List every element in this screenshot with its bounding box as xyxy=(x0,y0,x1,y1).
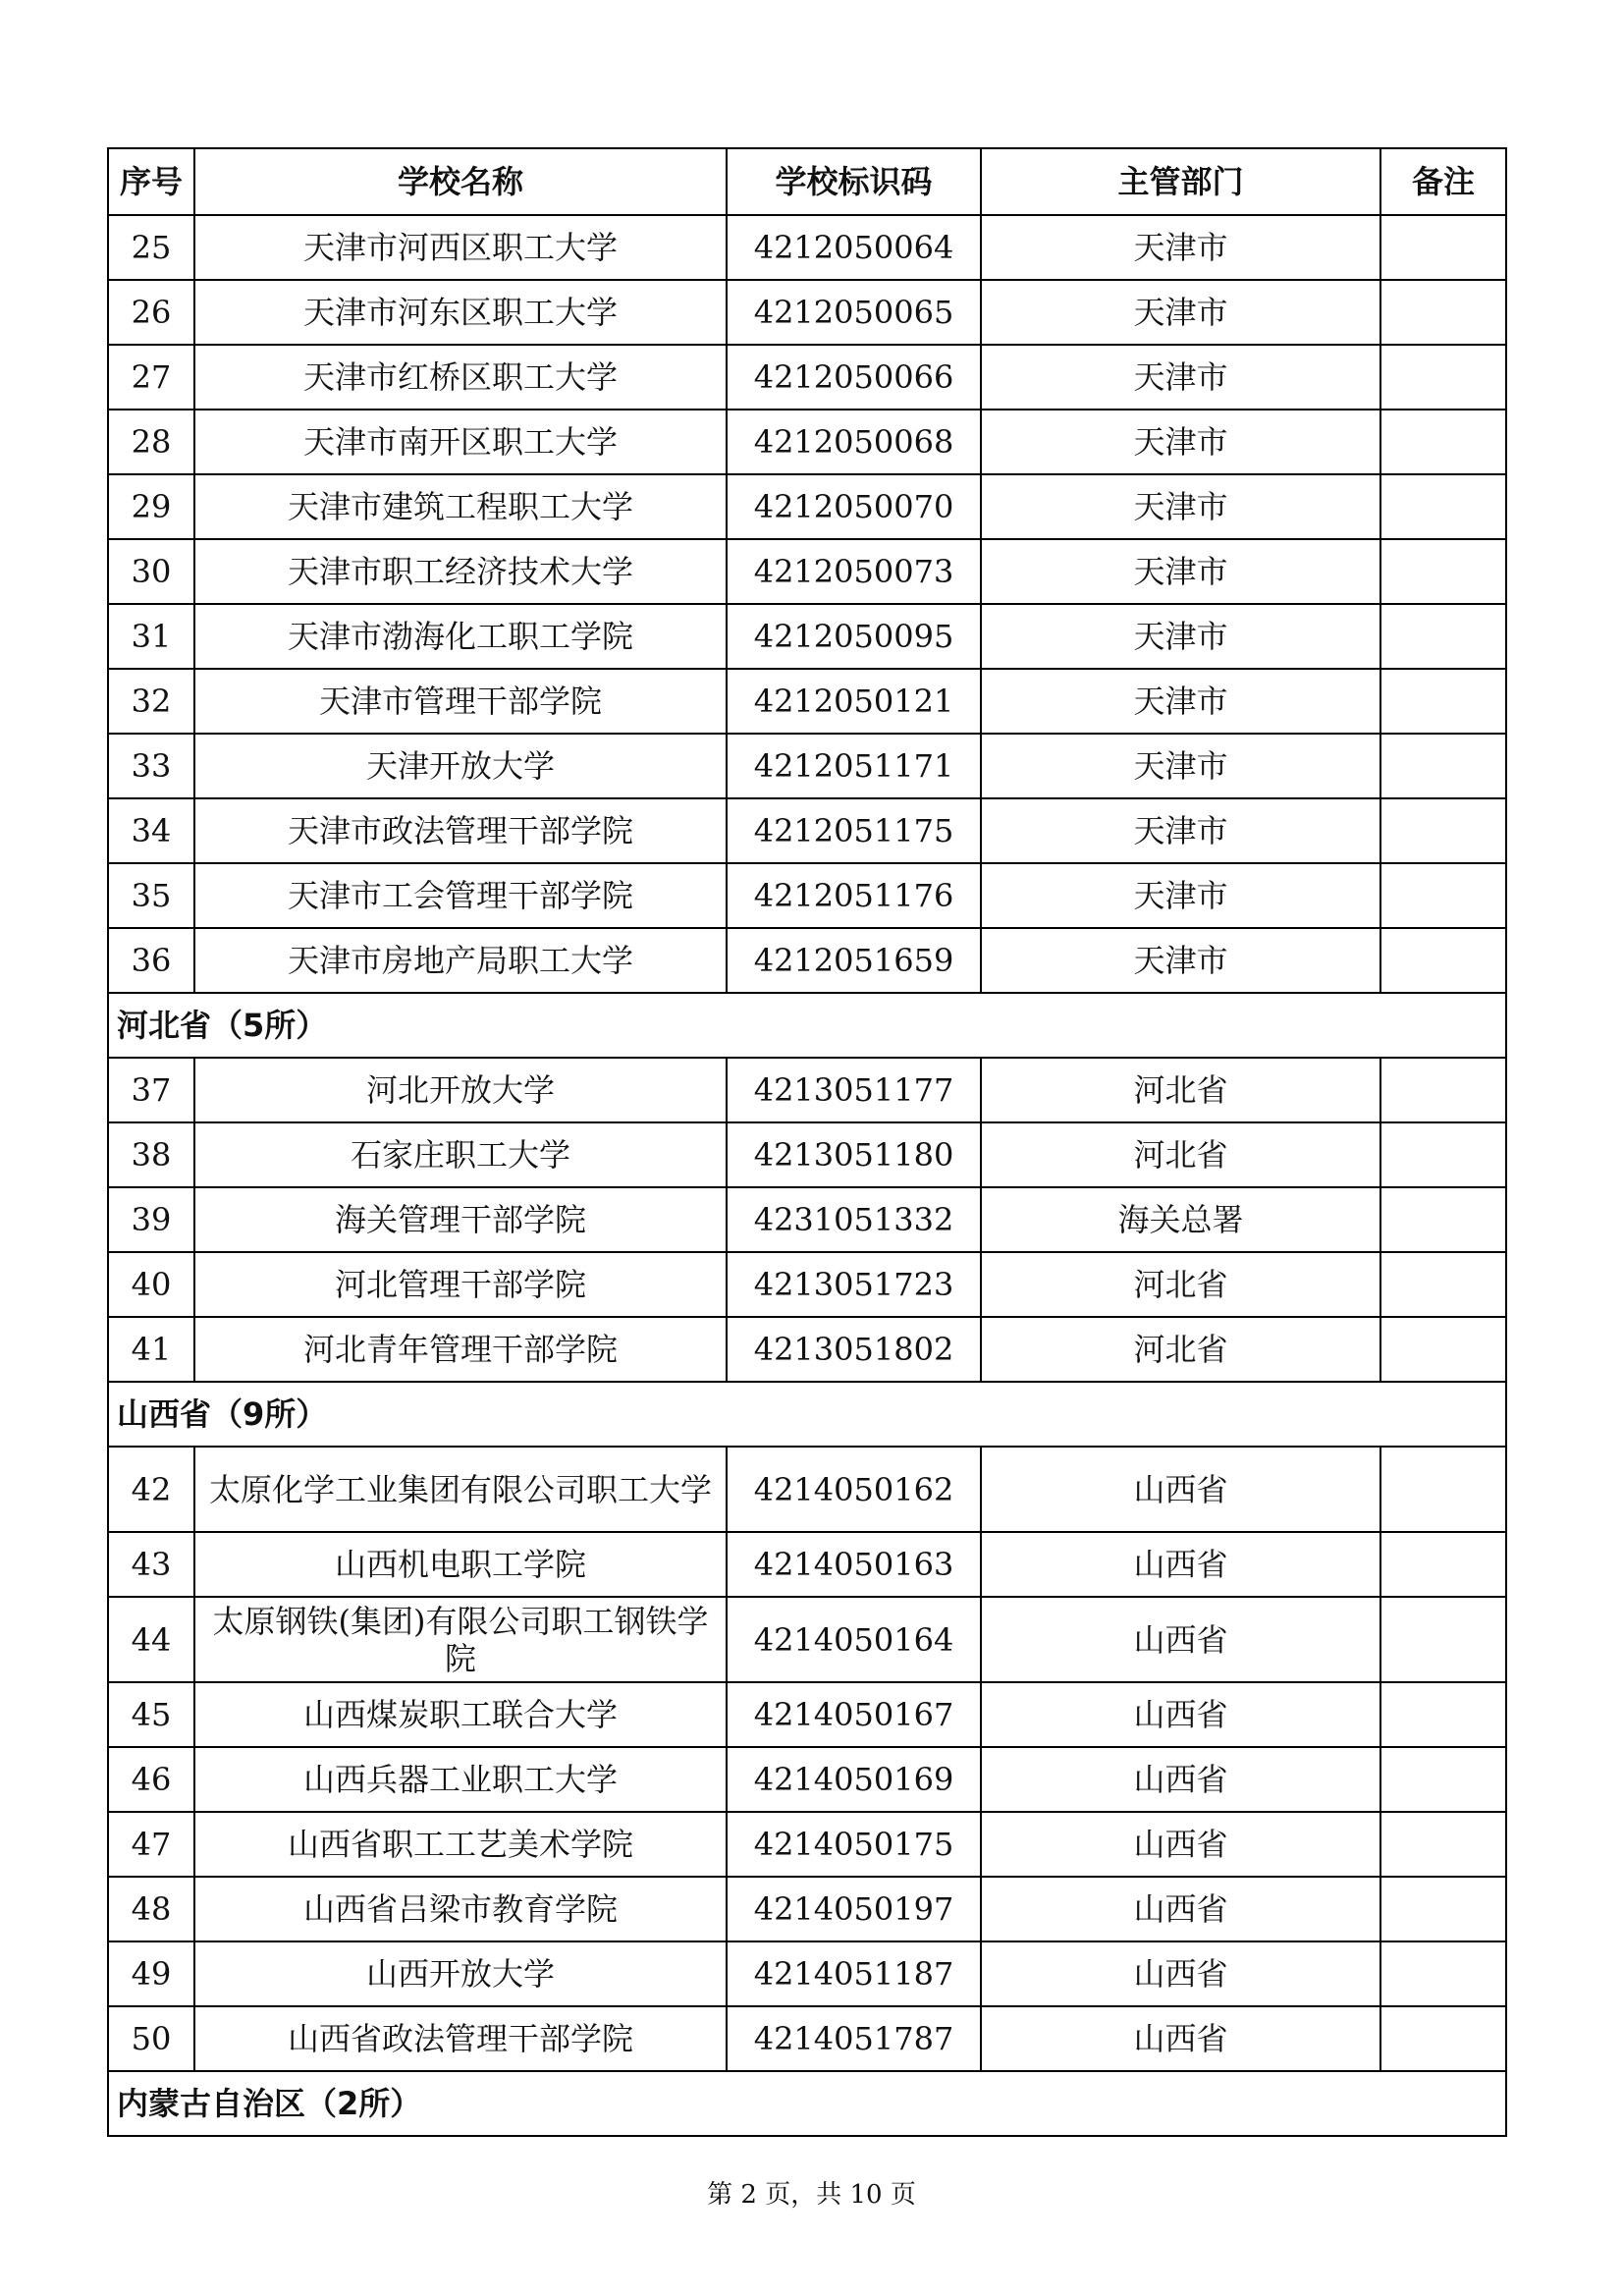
cell-code: 4212050066 xyxy=(727,345,981,410)
cell-name: 天津市职工经济技术大学 xyxy=(194,539,727,604)
cell-seq: 32 xyxy=(108,669,194,734)
cell-note xyxy=(1380,1187,1506,1252)
cell-note xyxy=(1380,474,1506,539)
cell-code: 4214050164 xyxy=(727,1597,981,1682)
cell-seq: 46 xyxy=(108,1747,194,1812)
cell-dept: 天津市 xyxy=(981,798,1380,863)
cell-dept: 天津市 xyxy=(981,928,1380,993)
cell-name: 河北青年管理干部学院 xyxy=(194,1317,727,1382)
cell-dept: 山西省 xyxy=(981,2006,1380,2071)
cell-code: 4212050073 xyxy=(727,539,981,604)
cell-seq: 28 xyxy=(108,410,194,474)
cell-seq: 38 xyxy=(108,1122,194,1187)
table-row xyxy=(108,280,1506,345)
cell-name: 天津市管理干部学院 xyxy=(194,669,727,734)
table-row xyxy=(108,1058,1506,1122)
cell-name: 天津市河东区职工大学 xyxy=(194,280,727,345)
section-neimenggu: 内蒙古自治区（2所） xyxy=(108,2071,1506,2136)
cell-note xyxy=(1380,1597,1506,1682)
table-row xyxy=(108,474,1506,539)
cell-seq: 50 xyxy=(108,2006,194,2071)
cell-dept: 山西省 xyxy=(981,1877,1380,1941)
cell-name: 山西省吕梁市教育学院 xyxy=(194,1877,727,1941)
cell-dept: 山西省 xyxy=(981,1812,1380,1877)
cell-name: 天津市河西区职工大学 xyxy=(194,215,727,280)
cell-dept: 天津市 xyxy=(981,669,1380,734)
table-row xyxy=(108,1317,1506,1382)
cell-code: 4212050068 xyxy=(727,410,981,474)
cell-dept: 天津市 xyxy=(981,345,1380,410)
header-note: 备注 xyxy=(1380,148,1506,215)
cell-code: 4214051187 xyxy=(727,1941,981,2006)
cell-note xyxy=(1380,1317,1506,1382)
cell-seq: 35 xyxy=(108,863,194,928)
cell-seq: 42 xyxy=(108,1447,194,1532)
cell-dept: 山西省 xyxy=(981,1941,1380,2006)
cell-dept: 天津市 xyxy=(981,604,1380,669)
cell-code: 4231051332 xyxy=(727,1187,981,1252)
cell-dept: 河北省 xyxy=(981,1058,1380,1122)
cell-seq: 29 xyxy=(108,474,194,539)
cell-name: 山西开放大学 xyxy=(194,1941,727,2006)
cell-name: 天津开放大学 xyxy=(194,734,727,798)
cell-note xyxy=(1380,345,1506,410)
cell-code: 4214050169 xyxy=(727,1747,981,1812)
cell-note xyxy=(1380,734,1506,798)
cell-dept: 天津市 xyxy=(981,280,1380,345)
cell-note xyxy=(1380,928,1506,993)
cell-seq: 39 xyxy=(108,1187,194,1252)
school-table xyxy=(107,147,1507,2137)
cell-dept: 天津市 xyxy=(981,215,1380,280)
cell-seq: 26 xyxy=(108,280,194,345)
page-footer: 第 2 页，共 10 页 xyxy=(707,2180,916,2210)
table-row xyxy=(108,1941,1506,2006)
cell-name: 天津市建筑工程职工大学 xyxy=(194,474,727,539)
cell-code: 4212050070 xyxy=(727,474,981,539)
section-row xyxy=(108,993,1506,1058)
cell-seq: 33 xyxy=(108,734,194,798)
cell-note xyxy=(1380,863,1506,928)
cell-seq: 49 xyxy=(108,1941,194,2006)
cell-seq: 43 xyxy=(108,1532,194,1597)
header-code: 学校标识码 xyxy=(727,148,981,215)
cell-name: 太原钢铁(集团)有限公司职工钢铁学院 xyxy=(194,1597,727,1682)
cell-dept: 天津市 xyxy=(981,410,1380,474)
table-row xyxy=(108,1532,1506,1597)
table-row xyxy=(108,345,1506,410)
cell-seq: 48 xyxy=(108,1877,194,1941)
cell-code: 4214050175 xyxy=(727,1812,981,1877)
table-row xyxy=(108,798,1506,863)
cell-name: 天津市渤海化工职工学院 xyxy=(194,604,727,669)
cell-dept: 天津市 xyxy=(981,863,1380,928)
cell-note xyxy=(1380,669,1506,734)
table-row xyxy=(108,1747,1506,1812)
cell-note xyxy=(1380,798,1506,863)
cell-note xyxy=(1380,410,1506,474)
table-row xyxy=(108,669,1506,734)
table-row xyxy=(108,1597,1506,1682)
cell-name: 河北管理干部学院 xyxy=(194,1252,727,1317)
cell-seq: 27 xyxy=(108,345,194,410)
cell-name: 天津市工会管理干部学院 xyxy=(194,863,727,928)
cell-seq: 41 xyxy=(108,1317,194,1382)
table-row xyxy=(108,215,1506,280)
table-row xyxy=(108,539,1506,604)
cell-name: 石家庄职工大学 xyxy=(194,1122,727,1187)
cell-note xyxy=(1380,1812,1506,1877)
section-hebei: 河北省（5所） xyxy=(108,993,1506,1058)
cell-name: 山西兵器工业职工大学 xyxy=(194,1747,727,1812)
table-row xyxy=(108,1187,1506,1252)
section-shanxi: 山西省（9所） xyxy=(108,1382,1506,1447)
table-row xyxy=(108,734,1506,798)
table-row xyxy=(108,928,1506,993)
cell-code: 4212050095 xyxy=(727,604,981,669)
cell-name: 太原化学工业集团有限公司职工大学 xyxy=(194,1447,727,1532)
cell-name: 河北开放大学 xyxy=(194,1058,727,1122)
cell-name: 山西机电职工学院 xyxy=(194,1532,727,1597)
cell-note xyxy=(1380,1877,1506,1941)
cell-code: 4213051723 xyxy=(727,1252,981,1317)
cell-seq: 36 xyxy=(108,928,194,993)
table-row xyxy=(108,604,1506,669)
cell-dept: 山西省 xyxy=(981,1747,1380,1812)
cell-note xyxy=(1380,1682,1506,1747)
cell-dept: 河北省 xyxy=(981,1122,1380,1187)
cell-dept: 山西省 xyxy=(981,1532,1380,1597)
cell-code: 4212050065 xyxy=(727,280,981,345)
cell-name: 海关管理干部学院 xyxy=(194,1187,727,1252)
cell-code: 4214050163 xyxy=(727,1532,981,1597)
cell-code: 4212050121 xyxy=(727,669,981,734)
cell-note xyxy=(1380,2006,1506,2071)
cell-code: 4214050162 xyxy=(727,1447,981,1532)
cell-name: 山西煤炭职工联合大学 xyxy=(194,1682,727,1747)
cell-code: 4212051176 xyxy=(727,863,981,928)
cell-note xyxy=(1380,604,1506,669)
cell-seq: 47 xyxy=(108,1812,194,1877)
cell-name: 山西省职工工艺美术学院 xyxy=(194,1812,727,1877)
cell-note xyxy=(1380,1252,1506,1317)
cell-code: 4212051659 xyxy=(727,928,981,993)
table-row xyxy=(108,1122,1506,1187)
table-row xyxy=(108,410,1506,474)
cell-seq: 37 xyxy=(108,1058,194,1122)
header-row xyxy=(108,148,1506,215)
cell-seq: 44 xyxy=(108,1597,194,1682)
header-dept: 主管部门 xyxy=(981,148,1380,215)
cell-note xyxy=(1380,1532,1506,1597)
cell-note xyxy=(1380,1941,1506,2006)
section-row xyxy=(108,2071,1506,2136)
cell-code: 4212050064 xyxy=(727,215,981,280)
cell-name: 天津市房地产局职工大学 xyxy=(194,928,727,993)
cell-note xyxy=(1380,215,1506,280)
cell-seq: 31 xyxy=(108,604,194,669)
cell-dept: 天津市 xyxy=(981,734,1380,798)
cell-dept: 河北省 xyxy=(981,1317,1380,1382)
cell-code: 4214050167 xyxy=(727,1682,981,1747)
cell-dept: 山西省 xyxy=(981,1597,1380,1682)
cell-name: 天津市红桥区职工大学 xyxy=(194,345,727,410)
table-row xyxy=(108,1252,1506,1317)
cell-code: 4214051787 xyxy=(727,2006,981,2071)
table-row xyxy=(108,1812,1506,1877)
cell-name: 天津市政法管理干部学院 xyxy=(194,798,727,863)
cell-code: 4212051175 xyxy=(727,798,981,863)
table-row xyxy=(108,863,1506,928)
cell-dept: 海关总署 xyxy=(981,1187,1380,1252)
cell-dept: 山西省 xyxy=(981,1447,1380,1532)
table-body xyxy=(108,215,1506,2136)
cell-dept: 天津市 xyxy=(981,539,1380,604)
cell-code: 4213051180 xyxy=(727,1122,981,1187)
header-name: 学校名称 xyxy=(194,148,727,215)
cell-dept: 山西省 xyxy=(981,1682,1380,1747)
cell-code: 4214050197 xyxy=(727,1877,981,1941)
cell-name: 天津市南开区职工大学 xyxy=(194,410,727,474)
cell-note xyxy=(1380,1747,1506,1812)
section-row xyxy=(108,1382,1506,1447)
cell-seq: 30 xyxy=(108,539,194,604)
table-row xyxy=(108,2006,1506,2071)
cell-note xyxy=(1380,539,1506,604)
table-row xyxy=(108,1447,1506,1532)
table-row xyxy=(108,1682,1506,1747)
cell-code: 4213051177 xyxy=(727,1058,981,1122)
cell-note xyxy=(1380,1447,1506,1532)
cell-note xyxy=(1380,280,1506,345)
cell-seq: 34 xyxy=(108,798,194,863)
cell-note xyxy=(1380,1058,1506,1122)
cell-note xyxy=(1380,1122,1506,1187)
cell-code: 4213051802 xyxy=(727,1317,981,1382)
cell-name: 山西省政法管理干部学院 xyxy=(194,2006,727,2071)
cell-seq: 45 xyxy=(108,1682,194,1747)
cell-seq: 25 xyxy=(108,215,194,280)
header-seq: 序号 xyxy=(108,148,194,215)
table-row xyxy=(108,1877,1506,1941)
cell-seq: 40 xyxy=(108,1252,194,1317)
cell-dept: 河北省 xyxy=(981,1252,1380,1317)
cell-dept: 天津市 xyxy=(981,474,1380,539)
cell-code: 4212051171 xyxy=(727,734,981,798)
